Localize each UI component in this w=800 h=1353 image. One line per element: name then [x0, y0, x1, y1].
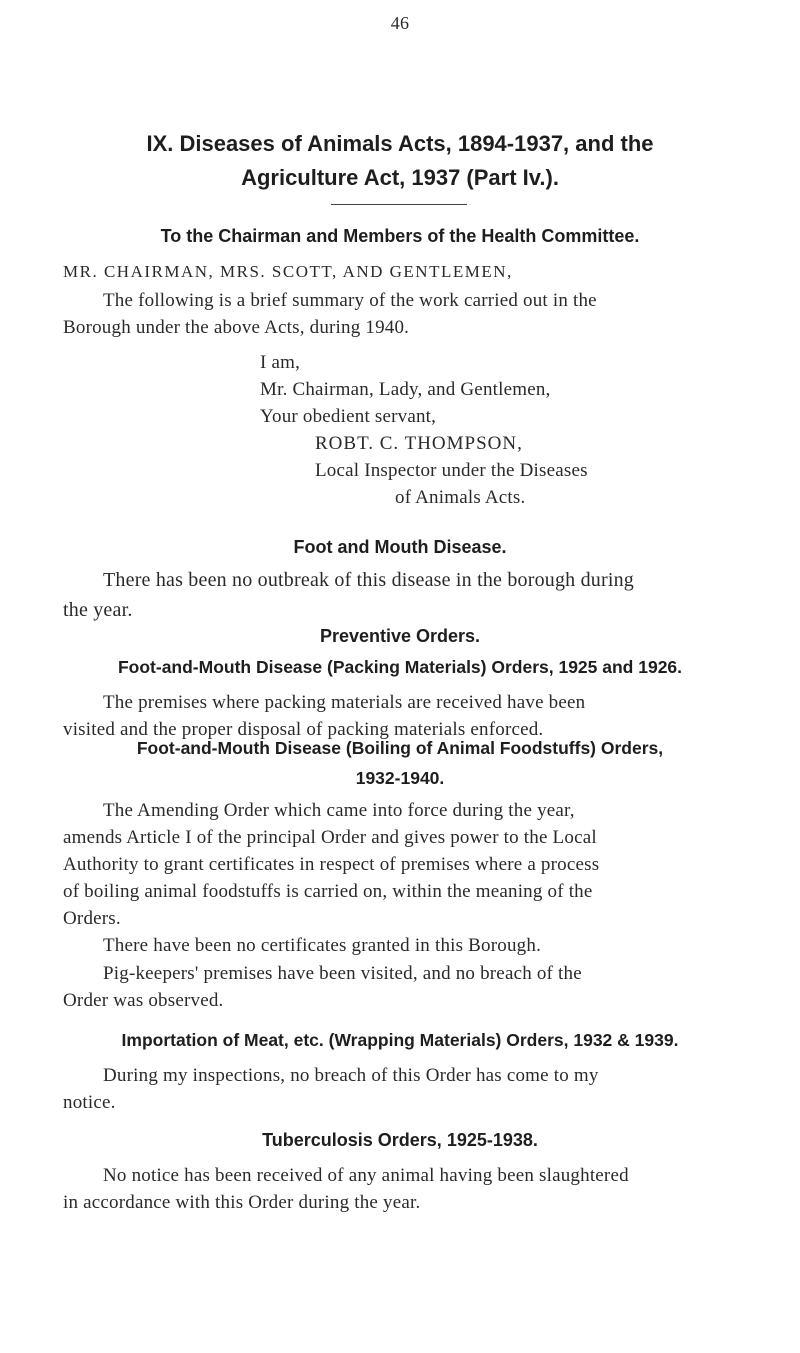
title-divider	[331, 204, 467, 205]
signature-block: I am, Mr. Chairman, Lady, and Gentlemen, Your obedient servant, ROBT. C. THOMPSON, Local Inspector under the Diseases of Animals Acts.	[260, 352, 588, 508]
paragraph-pig-keepers: Pig-keepers' premises have been visited, and no breach of the Order was observed.	[63, 963, 582, 1011]
paragraph-packing-materials: The premises where packing materials are received have been visited and the proper disposal of packing materials enforced.	[63, 692, 586, 740]
heading-packing-materials: Foot-and-Mouth Disease (Packing Materials) Orders, 1925 and 1926.	[117, 657, 683, 677]
paragraph-foot-and-mouth: There has been no outbreak of this disease in the borough during the year.	[63, 569, 634, 621]
paragraph-importation-of-meat: During my inspections, no breach of this Order has come to my notice.	[63, 1065, 599, 1113]
section-title-line-1: IX. Diseases of Animals Acts, 1894-1937, and the	[146, 131, 654, 156]
paragraph-amending-order: The Amending Order which came into force during the year, amends Article I of the principal Order and gives power to the Local Authority to grant certificates in respect of premises where a process of boiling animal foodstuffs is carried on, within the meaning of the Orders.	[63, 800, 600, 929]
paragraph-certificates: There have been no certificates granted in this Borough.	[103, 935, 542, 956]
address-heading: To the Chairman and Members of the Health Committee.	[160, 226, 640, 246]
intro-paragraph: The following is a brief summary of the work carried out in the Borough under the above Acts, during 1940.	[63, 290, 597, 338]
heading-importation-of-meat: Importation of Meat, etc. (Wrapping Materials) Orders, 1932 & 1939.	[121, 1030, 679, 1050]
heading-tuberculosis-orders: Tuberculosis Orders, 1925-1938.	[262, 1130, 538, 1150]
section-title	[0, 127, 800, 195]
page-number: 46	[390, 13, 410, 33]
heading-boiling-foodstuffs: Foot-and-Mouth Disease (Boiling of Animal Foodstuffs) Orders, 1932-1940.	[136, 738, 664, 788]
paragraph-tuberculosis-orders: No notice has been received of any animal having been slaughtered in accordance with this Order during the year.	[63, 1165, 629, 1213]
heading-preventive-orders: Preventive Orders.	[319, 626, 481, 646]
section-title-line-2: Agriculture Act, 1937 (Part Iv.).	[241, 165, 559, 190]
salutation: MR. CHAIRMAN, MRS. SCOTT, AND GENTLEMEN,	[63, 262, 513, 281]
heading-foot-and-mouth: Foot and Mouth Disease.	[293, 537, 507, 557]
